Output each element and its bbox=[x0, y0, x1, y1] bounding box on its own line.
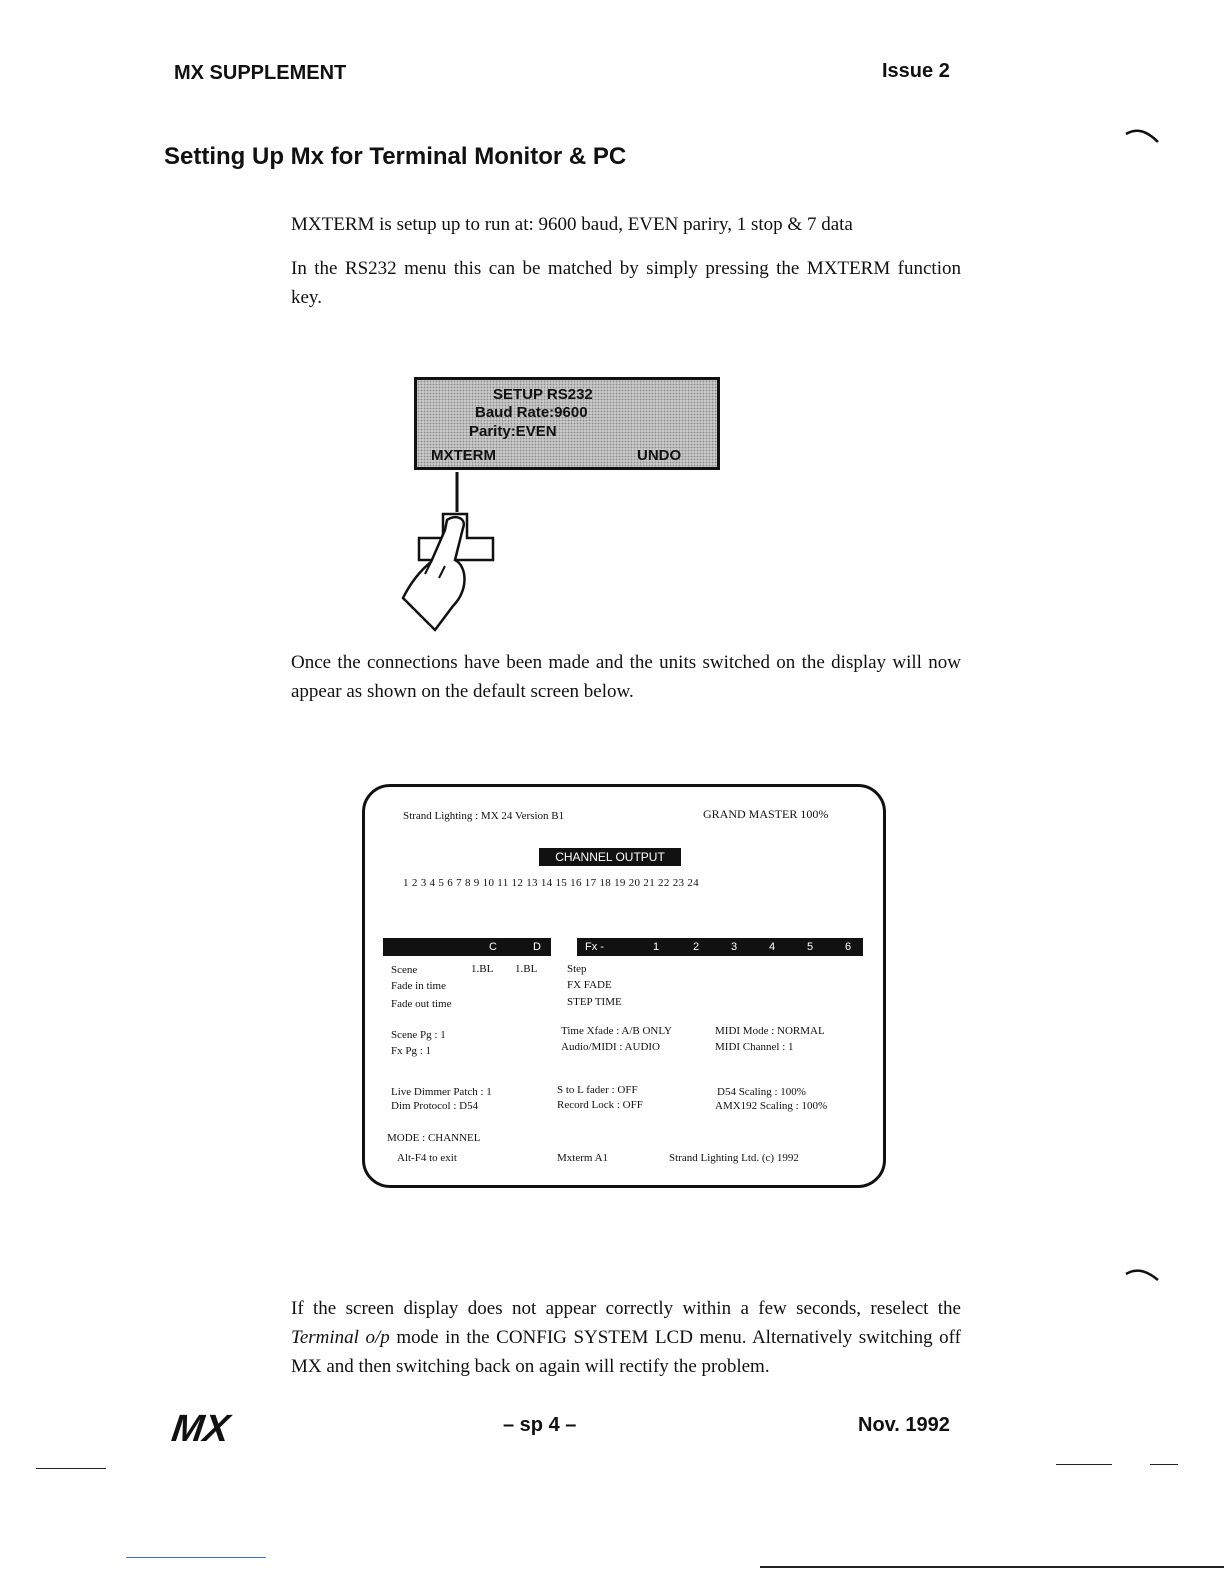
scene-label: Scene bbox=[391, 964, 418, 976]
paragraph-baud: MXTERM is setup up to run at: 9600 baud, EVEN pariry, 1 stop & 7 data bbox=[291, 214, 853, 235]
paragraph-troubleshoot bbox=[291, 1294, 961, 1381]
d-column-label: D bbox=[533, 941, 541, 953]
channel-output-label bbox=[539, 848, 681, 866]
page-number: – sp 4 – bbox=[503, 1414, 577, 1436]
c-column-label: C bbox=[489, 941, 497, 953]
mx-logo: MX bbox=[169, 1408, 233, 1450]
fx-header-bar bbox=[577, 938, 863, 956]
s-to-l-fader: S to L fader : OFF bbox=[557, 1084, 638, 1096]
fx-number: 4 bbox=[769, 941, 776, 953]
fx-number: 6 bbox=[845, 941, 852, 953]
lcd-line-3: Parity:EVEN bbox=[469, 423, 557, 440]
exit-hint: Alt-F4 to exit bbox=[397, 1152, 457, 1164]
scan-mark bbox=[36, 1468, 106, 1469]
scan-mark bbox=[126, 1557, 266, 1558]
fx-label: Fx - bbox=[585, 941, 604, 953]
terminal-default-screen bbox=[362, 784, 886, 1188]
mode-status: MODE : CHANNEL bbox=[387, 1132, 481, 1144]
section-title: Setting Up Mx for Terminal Monitor & PC bbox=[164, 143, 627, 170]
lcd-display bbox=[414, 377, 720, 470]
paragraph-text: If the screen display does not appear correctly within a few seconds, reselect the bbox=[291, 1298, 961, 1319]
terminal-op-term: Terminal o/p bbox=[291, 1327, 390, 1348]
fade-out-label: Fade out time bbox=[391, 998, 452, 1010]
screen-grand-master: GRAND MASTER 100% bbox=[703, 807, 829, 821]
midi-channel: MIDI Channel : 1 bbox=[715, 1041, 794, 1053]
hand-pressing-key-illustration bbox=[395, 470, 505, 640]
lcd-line-2: Baud Rate:9600 bbox=[475, 404, 588, 421]
fx-number: 1 bbox=[653, 941, 660, 953]
paragraph-text: mode in the CONFIG SYSTEM LCD menu. Alternatively switching off MX and then switching back on again will rectify the problem. bbox=[291, 1327, 961, 1377]
step-time-label: STEP TIME bbox=[567, 996, 622, 1008]
scan-mark bbox=[1122, 1262, 1162, 1292]
fx-number: 3 bbox=[731, 941, 738, 953]
fx-number: 5 bbox=[807, 941, 814, 953]
dim-protocol: Dim Protocol : D54 bbox=[391, 1100, 479, 1112]
d54-scaling: D54 Scaling : 100% bbox=[717, 1086, 806, 1098]
fx-page: Fx Pg : 1 bbox=[391, 1045, 432, 1057]
fade-in-label: Fade in time bbox=[391, 980, 446, 992]
footer-date: Nov. 1992 bbox=[858, 1414, 950, 1436]
mxterm-version: Mxterm A1 bbox=[557, 1152, 609, 1164]
midi-mode: MIDI Mode : NORMAL bbox=[715, 1025, 825, 1037]
channel-output-text: CHANNEL OUTPUT bbox=[555, 850, 665, 864]
scene-d-value: 1.BL bbox=[515, 963, 538, 975]
lcd-line-1: SETUP RS232 bbox=[493, 386, 593, 403]
fx-fade-label: FX FADE bbox=[567, 979, 612, 991]
audio-midi: Audio/MIDI : AUDIO bbox=[561, 1041, 660, 1053]
paragraph-rs232: In the RS232 menu this can be matched by simply pressing the MXTERM function key. bbox=[291, 258, 961, 308]
scan-mark bbox=[1150, 1464, 1178, 1465]
scan-mark bbox=[1122, 120, 1162, 150]
screen-product-line: Strand Lighting : MX 24 Version B1 bbox=[403, 810, 565, 822]
scene-page: Scene Pg : 1 bbox=[391, 1029, 446, 1041]
live-dimmer-patch: Live Dimmer Patch : 1 bbox=[391, 1086, 492, 1098]
fx-number: 2 bbox=[693, 941, 700, 953]
step-label: Step bbox=[567, 963, 587, 975]
amx192-scaling: AMX192 Scaling : 100% bbox=[715, 1100, 828, 1112]
scene-c-value: 1.BL bbox=[471, 963, 494, 975]
scan-mark bbox=[1056, 1464, 1112, 1465]
cd-header-bar bbox=[383, 938, 551, 956]
running-header-left: MX SUPPLEMENT bbox=[174, 62, 347, 84]
record-lock: Record Lock : OFF bbox=[557, 1099, 643, 1111]
scan-mark bbox=[760, 1566, 1224, 1568]
copyright-line: Strand Lighting Ltd. (c) 1992 bbox=[669, 1152, 799, 1164]
lcd-softkey-mxterm[interactable]: MXTERM bbox=[431, 447, 496, 464]
paragraph-connections: Once the connections have been made and the units switched on the display will now appear as shown on the default screen below. bbox=[291, 652, 961, 702]
channel-numbers: 1 2 3 4 5 6 7 8 9 10 11 12 13 14 15 16 17 18 19 20 21 22 23 24 bbox=[403, 877, 699, 889]
lcd-softkey-undo[interactable]: UNDO bbox=[637, 447, 682, 464]
running-header-right: Issue 2 bbox=[882, 60, 950, 82]
time-xfade: Time Xfade : A/B ONLY bbox=[561, 1025, 672, 1037]
